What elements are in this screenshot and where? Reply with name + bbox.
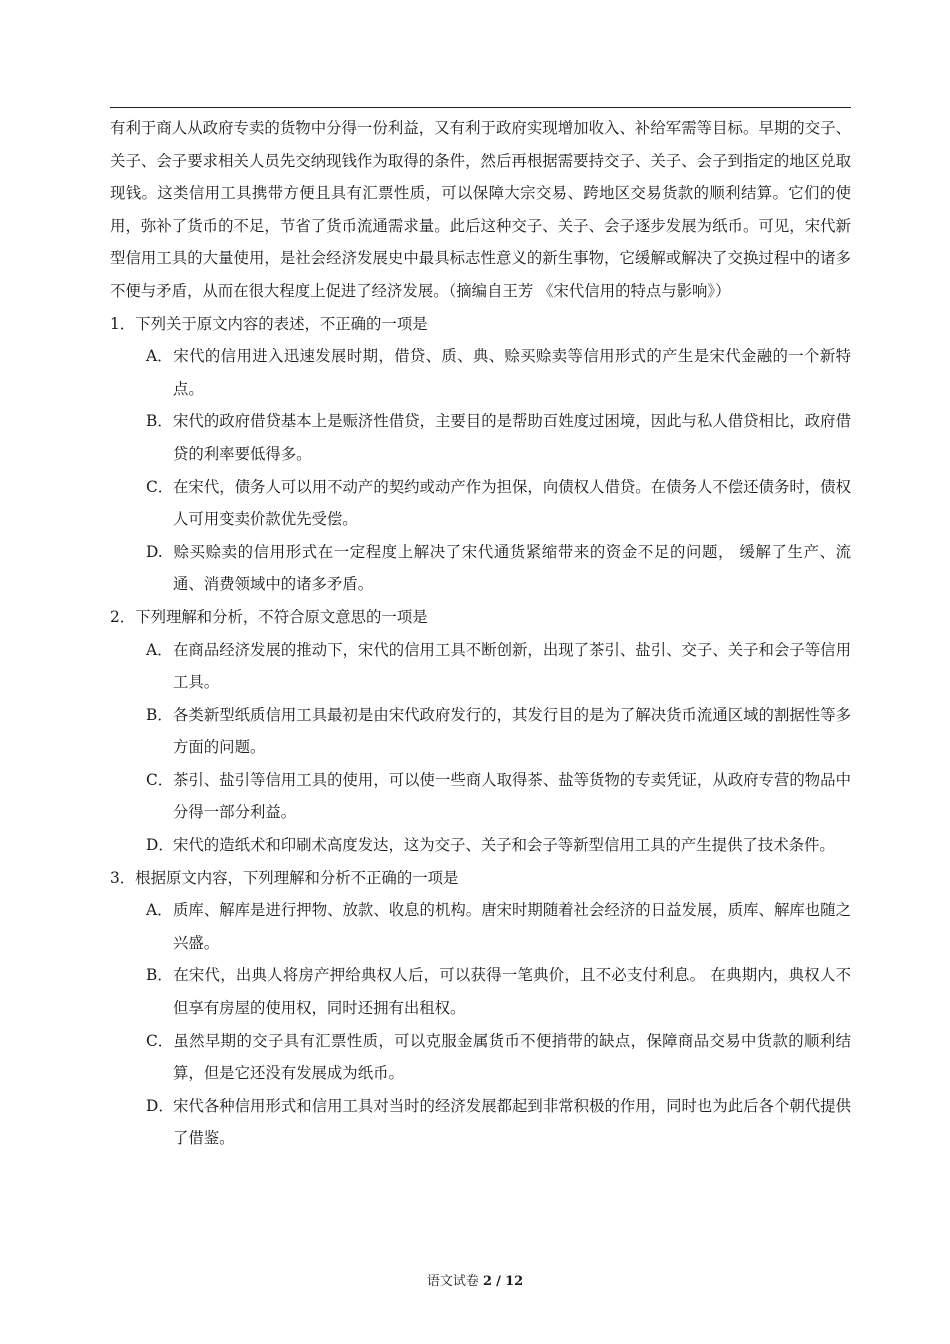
option-d xyxy=(146,536,851,601)
option-text: 宋代各种信用形式和信用工具对当时的经济发展都起到非常积极的作用，同时也为此后各个朝代提供了借鉴。 xyxy=(173,1096,851,1148)
option-label: A． xyxy=(146,901,173,920)
option-text: 茶引、盐引等信用工具的使用，可以使一些商人取得茶、盐等货物的专卖凭证，从政府专营的物品中分得一部分利益。 xyxy=(173,770,851,822)
option-label: D． xyxy=(146,836,174,855)
page-separator: / xyxy=(496,1274,501,1289)
footer-label: 语文试卷 xyxy=(426,1274,479,1289)
question-3 xyxy=(110,862,851,1155)
option-text: 虽然早期的交子具有汇票性质，可以克服金属货币不便捎带的缺点，保障商品交易中货款的顺利结算，但是它还没有发展成为纸币。 xyxy=(173,1031,851,1083)
option-text: 在商品经济发展的推动下，宋代的信用工具不断创新，出现了茶引、盐引、交子、关子和会子等信用工具。 xyxy=(173,640,851,692)
question-stem: 3．根据原文内容，下列理解和分析不正确的一项是 xyxy=(110,868,459,887)
question-stem: 1．下列关于原文内容的表述，不正确的一项是 xyxy=(110,314,428,333)
option-label: C． xyxy=(146,477,174,496)
option-b xyxy=(146,405,851,470)
option-label: A． xyxy=(146,347,173,366)
option-label: D． xyxy=(146,1096,174,1115)
option-text: 宋代的政府借贷基本上是赈济性借贷，主要目的是帮助百姓度过困境，因此与私人借贷相比，政府借贷的利率要低得多。 xyxy=(173,412,851,463)
option-a xyxy=(146,340,851,405)
option-text: 在宋代，出典人将房产押给典权人后，可以获得一笔典价，且不必支付利息。 在典期内，典权人不但享有房屋的使用权，同时还拥有出租权。 xyxy=(173,966,851,1018)
page-footer xyxy=(0,1270,950,1289)
option-label: A． xyxy=(146,640,173,659)
question-1 xyxy=(110,308,851,601)
option-a xyxy=(146,894,851,959)
option-d xyxy=(146,1090,851,1155)
option-text: 宋代的信用进入迅速发展时期，借贷、质、典、赊买赊卖等信用形式的产生是宋代金融的一个新特点。 xyxy=(173,347,851,398)
page-number: 2 xyxy=(482,1274,493,1289)
option-d xyxy=(146,829,851,862)
question-stem: 2．下列理解和分析，不符合原文意思的一项是 xyxy=(110,607,428,626)
option-text: 各类新型纸质信用工具最初是由宋代政府发行的，其发行目的是为了解决货币流通区域的割据性等多方面的问题。 xyxy=(173,705,851,757)
option-a xyxy=(146,634,851,699)
option-label: D. xyxy=(146,542,163,561)
option-b xyxy=(146,959,851,1024)
header-rule xyxy=(110,107,851,108)
page-content xyxy=(110,112,851,1155)
option-text: 在宋代，债务人可以用不动产的契约或动产作为担保，向债权人借贷。在债务人不偿还债务时，债权人可用变卖价款优先受偿。 xyxy=(173,477,851,529)
option-text: 质库、解库是进行押物、放款、收息的机构。唐宋时期随着社会经济的日益发展，质库、解库也随之兴盛。 xyxy=(173,901,851,952)
passage-paragraph: 有利于商人从政府专卖的货物中分得一份利益，又有利于政府实现增加收入、补给军需等目标。早期的交子、关子、会子要求相关人员先交纳现钱作为取得的条件，然后再根据需要持交子、关子、会子到指定的地区兑取现钱。这类信用工具携带方便且具有汇票性质，可以保障大宗交易、跨地区交易货款的顺利结算。它们的使用，弥补了货币的不足，节省了货币流通需求量。此后这种交子、关子、会子逐步发展为纸币。可见，宋代新型信用工具的大量使用，是社会经济发展史中最具标志性意义的新生事物，它缓解或解决了交换过程中的诸多不便与矛盾，从而在很大程度上促进了经济发展。（摘编自王芳 《宋代信用的特点与影响》） xyxy=(110,119,851,300)
option-label: B． xyxy=(146,705,173,724)
option-text: 赊买赊卖的信用形式在一定程度上解决了宋代通货紧缩带来的资金不足的问题， 缓解了生产、流通、消费领域中的诸多矛盾。 xyxy=(173,542,851,594)
option-b xyxy=(146,699,851,764)
option-label: C． xyxy=(146,1031,174,1050)
page-total: 12 xyxy=(505,1274,524,1289)
option-label: B． xyxy=(146,412,173,431)
option-text: 宋代的造纸术和印刷术高度发达，这为交子、关子和会子等新型信用工具的产生提供了技术条件。 xyxy=(173,836,835,855)
option-label: B． xyxy=(146,966,173,985)
option-c xyxy=(146,471,851,536)
option-c xyxy=(146,1025,851,1090)
option-label: C． xyxy=(146,770,174,789)
option-c xyxy=(146,764,851,829)
question-2 xyxy=(110,601,851,862)
